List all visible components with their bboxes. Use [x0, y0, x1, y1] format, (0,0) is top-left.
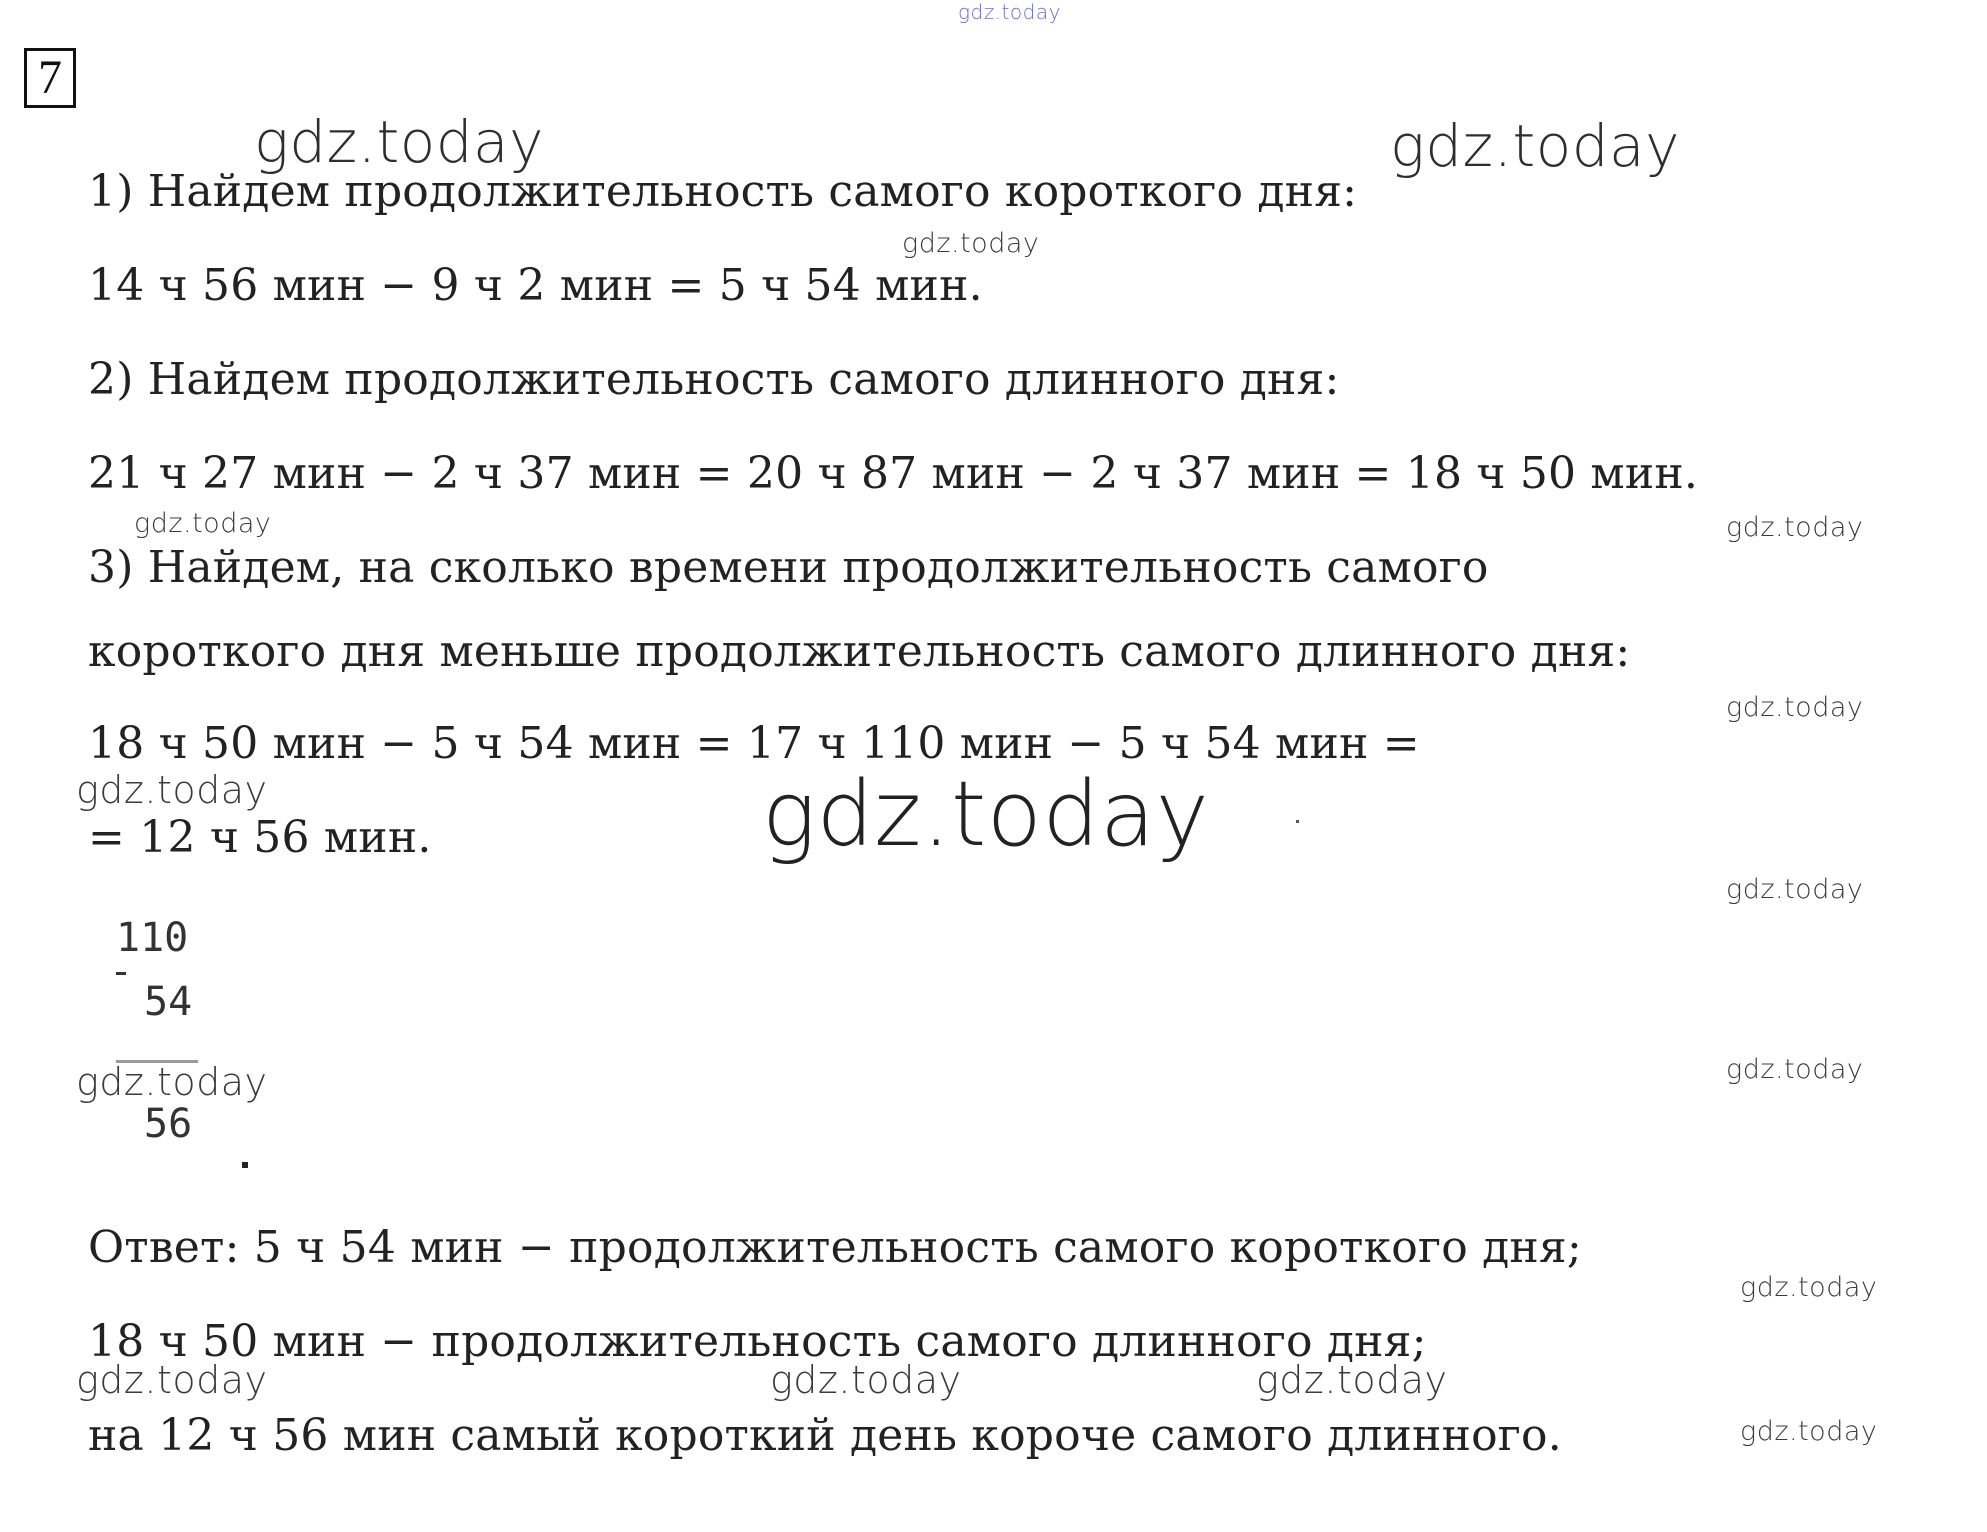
- watermark-left-3: gdz.today: [76, 1060, 268, 1104]
- step-2-text: 2) Найдем продолжительность самого длинного дня:: [88, 354, 1340, 405]
- watermark-left-1: gdz.today: [134, 508, 272, 539]
- stray-mark: [1296, 820, 1299, 823]
- watermark-top-left: gdz.today: [254, 108, 544, 176]
- watermark-bottom-left: gdz.today: [76, 1358, 268, 1402]
- column-minus-sign: [116, 972, 126, 975]
- column-minuend: 110: [116, 915, 189, 961]
- watermark-left-2: gdz.today: [76, 768, 268, 812]
- watermark-right-1: gdz.today: [1726, 512, 1864, 543]
- step-3-text-line-2: короткого дня меньше продолжительность самого длинного дня:: [88, 626, 1631, 677]
- watermark-right-2: gdz.today: [1726, 692, 1864, 723]
- watermark-right-3: gdz.today: [1726, 874, 1864, 905]
- step-3-equation-line-2: = 12 ч 56 мин.: [88, 812, 432, 863]
- answer-line-2: 18 ч 50 мин − продолжительность самого длинного дня;: [88, 1316, 1427, 1367]
- period-dot: [242, 1162, 248, 1168]
- step-2-equation: 21 ч 27 мин − 2 ч 37 мин = 20 ч 87 мин − 2 ч 37 мин = 18 ч 50 мин.: [88, 448, 1699, 499]
- answer-line-1: Ответ: 5 ч 54 мин − продолжительность самого короткого дня;: [88, 1222, 1582, 1273]
- answer-line-3: на 12 ч 56 мин самый короткий день короче самого длинного.: [88, 1410, 1562, 1461]
- column-subtraction-subtrahend: 54: [144, 979, 193, 1025]
- step-1-text: 1) Найдем продолжительность самого короткого дня:: [88, 166, 1358, 217]
- step-3-text-line-1: 3) Найдем, на сколько времени продолжительность самого: [88, 542, 1489, 593]
- watermark-bottom-center: gdz.today: [770, 1358, 962, 1402]
- column-result: 56: [144, 1101, 193, 1147]
- task-number-box: 7: [24, 48, 76, 108]
- step-1-equation: 14 ч 56 мин − 9 ч 2 мин = 5 ч 54 мин.: [88, 260, 983, 311]
- watermark-center-large: gdz.today: [762, 762, 1210, 867]
- watermark-top: gdz.today: [958, 0, 1061, 24]
- watermark-top-right: gdz.today: [1390, 112, 1680, 180]
- step-3-equation-line-1: 18 ч 50 мин − 5 ч 54 мин = 17 ч 110 мин − 5 ч 54 мин =: [88, 718, 1420, 769]
- watermark-bottom-right: gdz.today: [1256, 1358, 1448, 1402]
- watermark-right-4: gdz.today: [1726, 1054, 1864, 1085]
- watermark-line-1: gdz.today: [902, 228, 1040, 259]
- watermark-right-5: gdz.today: [1740, 1272, 1878, 1303]
- watermark-right-6: gdz.today: [1740, 1416, 1878, 1447]
